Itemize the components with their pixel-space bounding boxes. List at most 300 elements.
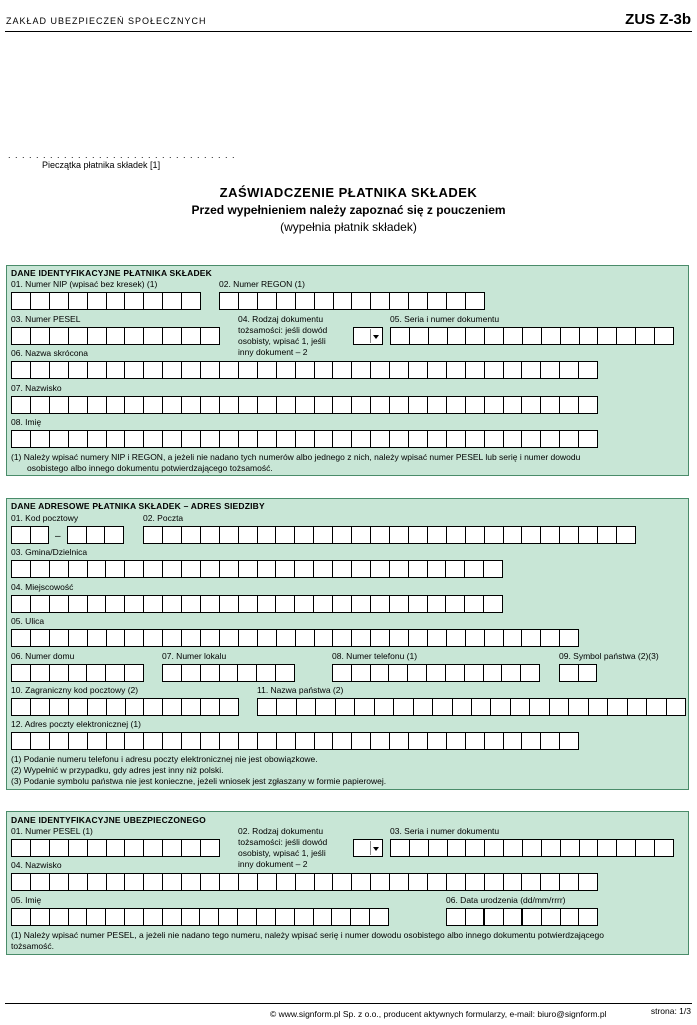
char-cell[interactable] [163,397,182,413]
char-cell[interactable] [371,630,390,646]
char-cell[interactable] [447,362,466,378]
char-cell[interactable] [107,431,126,447]
char-cell[interactable] [428,561,447,577]
char-cell[interactable] [220,293,239,309]
postcode-input-2[interactable] [67,526,124,544]
char-cell[interactable] [144,362,163,378]
char-cell[interactable] [239,527,258,543]
char-cell[interactable] [295,527,314,543]
char-cell[interactable] [12,909,31,925]
char-cell[interactable] [201,596,220,612]
char-cell[interactable] [144,733,163,749]
char-cell[interactable] [12,733,31,749]
char-cell[interactable] [504,362,523,378]
char-cell[interactable] [522,397,541,413]
doc-type-select[interactable] [353,327,383,345]
char-cell[interactable] [182,293,200,309]
char-cell[interactable] [31,293,50,309]
char-cell[interactable] [466,630,485,646]
char-cell[interactable] [579,874,597,890]
char-cell[interactable] [276,527,295,543]
char-cell[interactable] [428,596,447,612]
char-cell[interactable] [598,527,617,543]
char-cell[interactable] [182,699,201,715]
char-cell[interactable] [69,293,88,309]
char-cell[interactable] [144,909,163,925]
char-cell[interactable] [107,293,126,309]
char-cell[interactable] [88,561,107,577]
char-cell[interactable] [409,630,428,646]
char-cell[interactable] [628,699,647,715]
char-cell[interactable] [87,527,106,543]
char-cell[interactable] [50,328,69,344]
char-cell[interactable] [371,293,390,309]
char-cell[interactable] [333,561,352,577]
char-cell[interactable] [541,630,560,646]
char-cell[interactable] [333,665,352,681]
char-cell[interactable] [409,733,428,749]
char-cell[interactable] [448,840,467,856]
char-cell[interactable] [390,596,409,612]
char-cell[interactable] [391,840,410,856]
char-cell[interactable] [504,733,523,749]
surname-input[interactable] [11,873,598,891]
char-cell[interactable] [50,733,69,749]
char-cell[interactable] [523,840,542,856]
doc-type-select[interactable] [353,839,383,857]
char-cell[interactable] [201,665,220,681]
char-cell[interactable] [409,431,428,447]
char-cell[interactable] [315,397,334,413]
char-cell[interactable] [31,431,50,447]
birth-day-input[interactable] [446,908,484,926]
char-cell[interactable] [258,561,277,577]
surname-input[interactable] [11,396,598,414]
char-cell[interactable] [394,699,413,715]
char-cell[interactable] [352,630,371,646]
char-cell[interactable] [453,699,472,715]
char-cell[interactable] [371,397,390,413]
char-cell[interactable] [277,362,296,378]
char-cell[interactable] [88,630,107,646]
char-cell[interactable] [258,874,277,890]
char-cell[interactable] [504,840,523,856]
char-cell[interactable] [448,328,467,344]
char-cell[interactable] [163,431,182,447]
char-cell[interactable] [409,527,428,543]
char-cell[interactable] [12,874,31,890]
char-cell[interactable] [107,397,126,413]
char-cell[interactable] [277,630,296,646]
char-cell[interactable] [163,840,182,856]
char-cell[interactable] [636,328,655,344]
char-cell[interactable] [31,840,50,856]
char-cell[interactable] [371,362,390,378]
char-cell[interactable] [352,527,371,543]
char-cell[interactable] [428,397,447,413]
char-cell[interactable] [428,733,447,749]
char-cell[interactable] [617,527,635,543]
char-cell[interactable] [296,431,315,447]
char-cell[interactable] [31,874,50,890]
char-cell[interactable] [50,397,69,413]
char-cell[interactable] [276,909,295,925]
char-cell[interactable] [69,733,88,749]
char-cell[interactable] [352,561,371,577]
char-cell[interactable] [88,293,107,309]
char-cell[interactable] [50,665,69,681]
char-cell[interactable] [69,397,88,413]
char-cell[interactable] [125,561,144,577]
char-cell[interactable] [125,733,144,749]
char-cell[interactable] [239,874,258,890]
char-cell[interactable] [277,431,296,447]
char-cell[interactable] [220,561,239,577]
char-cell[interactable] [466,840,485,856]
char-cell[interactable] [655,328,673,344]
foreign-postcode-input[interactable] [11,698,239,716]
char-cell[interactable] [504,328,523,344]
doc-number-input[interactable] [390,839,674,857]
char-cell[interactable] [428,431,447,447]
char-cell[interactable] [617,328,636,344]
char-cell[interactable] [50,630,69,646]
char-cell[interactable] [429,328,448,344]
char-cell[interactable] [560,431,579,447]
char-cell[interactable] [466,909,484,925]
char-cell[interactable] [144,527,163,543]
char-cell[interactable] [220,397,239,413]
char-cell[interactable] [504,909,522,925]
char-cell[interactable] [182,596,201,612]
char-cell[interactable] [50,909,69,925]
char-cell[interactable] [105,527,123,543]
char-cell[interactable] [466,293,484,309]
char-cell[interactable] [182,874,201,890]
char-cell[interactable] [201,699,220,715]
char-cell[interactable] [88,699,107,715]
char-cell[interactable] [163,293,182,309]
char-cell[interactable] [107,699,126,715]
char-cell[interactable] [484,665,503,681]
char-cell[interactable] [541,527,560,543]
char-cell[interactable] [50,699,69,715]
char-cell[interactable] [277,397,296,413]
first-name-input[interactable] [11,430,598,448]
char-cell[interactable] [352,874,371,890]
street-input[interactable] [11,629,579,647]
char-cell[interactable] [12,665,31,681]
char-cell[interactable] [466,874,485,890]
char-cell[interactable] [31,596,50,612]
char-cell[interactable] [295,909,314,925]
char-cell[interactable] [277,733,296,749]
char-cell[interactable] [352,596,371,612]
char-cell[interactable] [522,527,541,543]
char-cell[interactable] [31,527,49,543]
char-cell[interactable] [429,840,448,856]
char-cell[interactable] [314,596,333,612]
char-cell[interactable] [428,630,447,646]
char-cell[interactable] [428,293,447,309]
char-cell[interactable] [258,733,277,749]
pesel-input[interactable] [11,839,220,857]
char-cell[interactable] [333,431,352,447]
char-cell[interactable] [647,699,666,715]
char-cell[interactable] [560,397,579,413]
char-cell[interactable] [579,397,597,413]
char-cell[interactable] [447,733,466,749]
char-cell[interactable] [297,699,316,715]
char-cell[interactable] [163,328,182,344]
char-cell[interactable] [257,909,276,925]
commune-input[interactable] [11,560,503,578]
char-cell[interactable] [466,431,485,447]
char-cell[interactable] [201,561,220,577]
char-cell[interactable] [88,431,107,447]
char-cell[interactable] [163,665,182,681]
char-cell[interactable] [258,527,277,543]
char-cell[interactable] [182,397,201,413]
char-cell[interactable] [12,431,31,447]
char-cell[interactable] [106,665,125,681]
char-cell[interactable] [541,874,560,890]
char-cell[interactable] [446,561,465,577]
char-cell[interactable] [31,665,50,681]
char-cell[interactable] [409,596,428,612]
char-cell[interactable] [550,699,569,715]
char-cell[interactable] [50,362,69,378]
char-cell[interactable] [485,840,504,856]
char-cell[interactable] [391,328,410,344]
char-cell[interactable] [447,909,466,925]
char-cell[interactable] [371,596,390,612]
char-cell[interactable] [447,397,466,413]
char-cell[interactable] [589,699,608,715]
char-cell[interactable] [409,397,428,413]
char-cell[interactable] [333,630,352,646]
char-cell[interactable] [258,431,277,447]
regon-input[interactable] [219,292,485,310]
char-cell[interactable] [569,699,588,715]
char-cell[interactable] [201,840,219,856]
char-cell[interactable] [50,596,69,612]
short-name-input[interactable] [11,361,598,379]
char-cell[interactable] [560,630,578,646]
char-cell[interactable] [87,665,106,681]
char-cell[interactable] [408,665,427,681]
char-cell[interactable] [333,596,352,612]
char-cell[interactable] [485,874,504,890]
char-cell[interactable] [352,293,371,309]
char-cell[interactable] [427,665,446,681]
char-cell[interactable] [50,561,69,577]
char-cell[interactable] [258,699,277,715]
char-cell[interactable] [69,596,88,612]
char-cell[interactable] [579,362,597,378]
char-cell[interactable] [12,561,31,577]
char-cell[interactable] [371,561,390,577]
char-cell[interactable] [163,630,182,646]
char-cell[interactable] [315,362,334,378]
char-cell[interactable] [355,699,374,715]
char-cell[interactable] [409,293,428,309]
char-cell[interactable] [466,527,485,543]
char-cell[interactable] [12,362,31,378]
char-cell[interactable] [511,699,530,715]
char-cell[interactable] [390,630,409,646]
char-cell[interactable] [375,699,394,715]
char-cell[interactable] [125,665,143,681]
char-cell[interactable] [182,733,201,749]
char-cell[interactable] [296,733,315,749]
char-cell[interactable] [333,527,352,543]
char-cell[interactable] [12,397,31,413]
char-cell[interactable] [201,630,220,646]
char-cell[interactable] [144,840,163,856]
char-cell[interactable] [446,665,465,681]
char-cell[interactable] [371,665,390,681]
char-cell[interactable] [107,840,126,856]
char-cell[interactable] [31,561,50,577]
char-cell[interactable] [201,527,220,543]
phone-input[interactable] [332,664,540,682]
char-cell[interactable] [220,733,239,749]
char-cell[interactable] [580,328,599,344]
email-input[interactable] [11,732,579,750]
char-cell[interactable] [465,665,484,681]
char-cell[interactable] [522,874,541,890]
char-cell[interactable] [107,874,126,890]
char-cell[interactable] [523,328,542,344]
char-cell[interactable] [667,699,685,715]
char-cell[interactable] [410,840,429,856]
char-cell[interactable] [504,527,523,543]
char-cell[interactable] [296,874,315,890]
char-cell[interactable] [315,733,334,749]
char-cell[interactable] [390,293,409,309]
char-cell[interactable] [220,665,239,681]
first-name-input[interactable] [11,908,389,926]
char-cell[interactable] [371,431,390,447]
char-cell[interactable] [144,874,163,890]
char-cell[interactable] [485,630,504,646]
char-cell[interactable] [69,699,88,715]
char-cell[interactable] [447,431,466,447]
char-cell[interactable] [352,362,371,378]
char-cell[interactable] [163,874,182,890]
char-cell[interactable] [31,630,50,646]
char-cell[interactable] [258,630,277,646]
char-cell[interactable] [220,630,239,646]
char-cell[interactable] [465,561,484,577]
char-cell[interactable] [69,909,88,925]
char-cell[interactable] [428,874,447,890]
char-cell[interactable] [239,733,258,749]
char-cell[interactable] [257,665,276,681]
char-cell[interactable] [125,596,144,612]
char-cell[interactable] [409,362,428,378]
char-cell[interactable] [295,561,314,577]
char-cell[interactable] [125,397,144,413]
char-cell[interactable] [428,362,447,378]
post-office-input[interactable] [143,526,636,544]
char-cell[interactable] [295,596,314,612]
char-cell[interactable] [125,362,144,378]
char-cell[interactable] [163,596,182,612]
char-cell[interactable] [485,397,504,413]
char-cell[interactable] [296,397,315,413]
char-cell[interactable] [608,699,627,715]
char-cell[interactable] [69,431,88,447]
char-cell[interactable] [201,733,220,749]
char-cell[interactable] [239,630,258,646]
char-cell[interactable] [447,293,466,309]
char-cell[interactable] [201,328,219,344]
char-cell[interactable] [50,874,69,890]
char-cell[interactable] [277,699,296,715]
char-cell[interactable] [315,293,334,309]
char-cell[interactable] [182,840,201,856]
char-cell[interactable] [466,328,485,344]
char-cell[interactable] [560,527,579,543]
char-cell[interactable] [88,596,107,612]
char-cell[interactable] [277,293,296,309]
char-cell[interactable] [31,699,50,715]
char-cell[interactable] [88,874,107,890]
char-cell[interactable] [239,397,258,413]
char-cell[interactable] [107,362,126,378]
char-cell[interactable] [12,699,31,715]
char-cell[interactable] [333,733,352,749]
char-cell[interactable] [69,328,88,344]
char-cell[interactable] [107,630,126,646]
char-cell[interactable] [352,397,371,413]
char-cell[interactable] [617,840,636,856]
char-cell[interactable] [219,909,238,925]
char-cell[interactable] [182,527,201,543]
char-cell[interactable] [485,909,504,925]
char-cell[interactable] [504,630,523,646]
char-cell[interactable] [182,630,201,646]
char-cell[interactable] [125,630,144,646]
char-cell[interactable] [390,733,409,749]
char-cell[interactable] [502,665,521,681]
char-cell[interactable] [125,874,144,890]
char-cell[interactable] [542,909,561,925]
char-cell[interactable] [239,431,258,447]
char-cell[interactable] [352,733,371,749]
char-cell[interactable] [163,561,182,577]
char-cell[interactable] [390,397,409,413]
doc-number-input[interactable] [390,327,674,345]
char-cell[interactable] [560,665,579,681]
char-cell[interactable] [144,561,163,577]
char-cell[interactable] [201,874,220,890]
char-cell[interactable] [69,561,88,577]
char-cell[interactable] [296,630,315,646]
char-cell[interactable] [12,630,31,646]
char-cell[interactable] [333,874,352,890]
char-cell[interactable] [239,362,258,378]
nip-input[interactable] [11,292,201,310]
char-cell[interactable] [504,431,523,447]
char-cell[interactable] [410,328,429,344]
char-cell[interactable] [87,909,106,925]
char-cell[interactable] [561,328,580,344]
char-cell[interactable] [446,596,465,612]
char-cell[interactable] [144,293,163,309]
